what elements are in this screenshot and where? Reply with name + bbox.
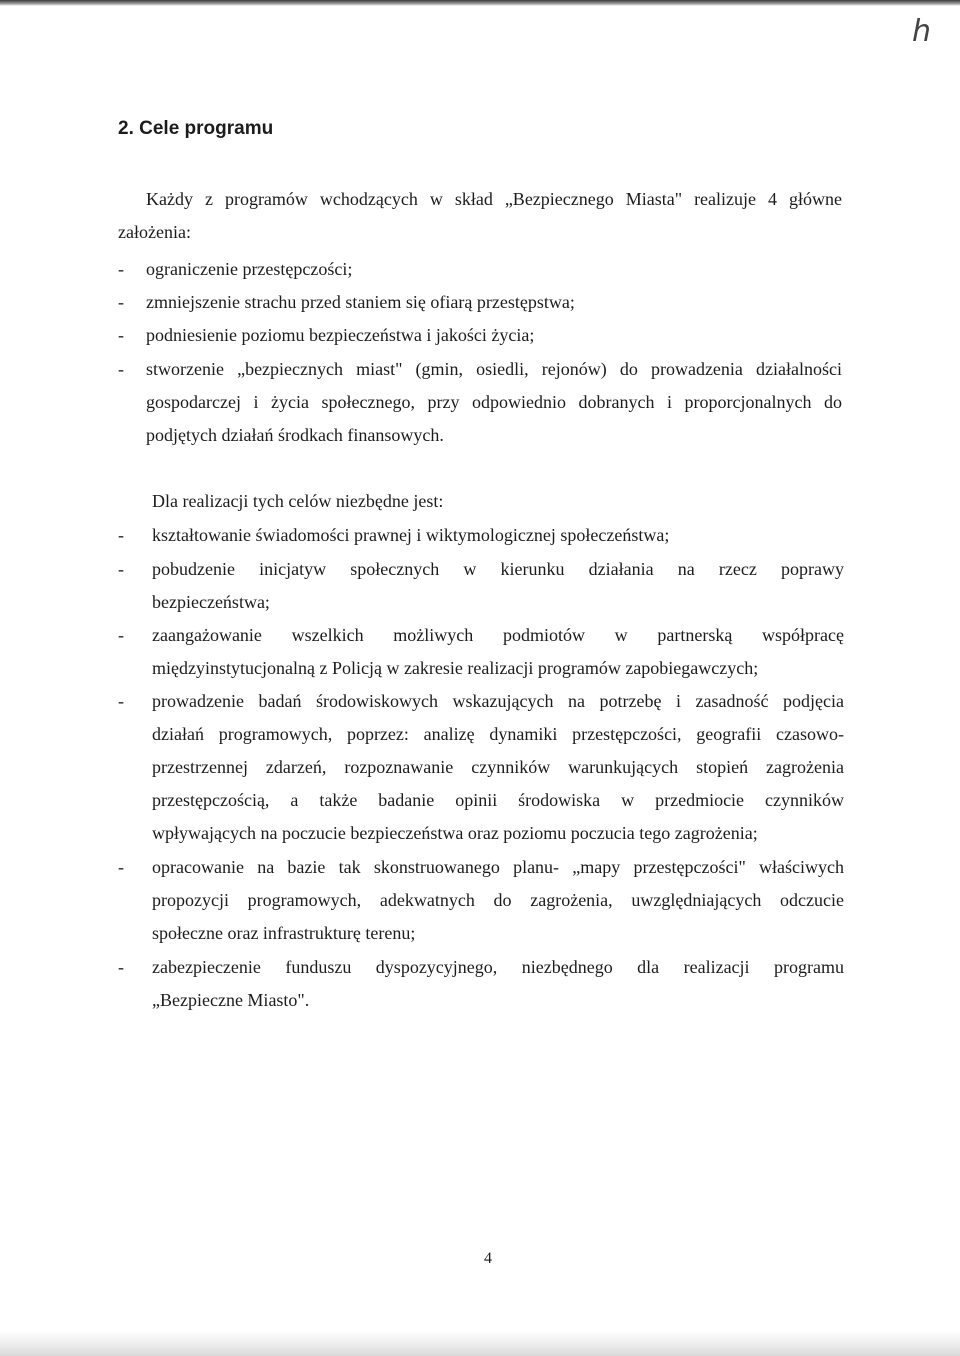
- list-dash: -: [118, 359, 124, 379]
- intro-line-2: założenia:: [118, 222, 191, 242]
- list-dash: -: [118, 525, 124, 545]
- list-dash: -: [118, 691, 124, 711]
- requirement-3-line-1: zaangażowanie wszelkich możliwych podmiotów w partnerską współpracę: [152, 625, 844, 645]
- list-dash: -: [118, 292, 124, 312]
- requirement-3-line-2: międzyinstytucjonalną z Policją w zakresie realizacji programów zapobiegawczych;: [152, 658, 759, 678]
- list-dash: -: [118, 625, 124, 645]
- requirement-6-line-2: „Bezpieczne Miasto".: [152, 990, 310, 1010]
- goal-item-1: ograniczenie przestępczości;: [146, 259, 353, 279]
- requirement-4-line-1: prowadzenie badań środowiskowych wskazujących na potrzebę i zasadność podjęcia: [152, 691, 844, 711]
- list-dash: -: [118, 325, 124, 345]
- list-dash: -: [118, 857, 124, 877]
- requirement-5-line-3: społeczne oraz infrastrukturę terenu;: [152, 923, 416, 943]
- requirement-4-line-3: przestrzennej zdarzeń, rozpoznawanie czynników warunkujących stopień zagrożenia: [152, 757, 844, 777]
- section-heading: 2. Cele programu: [118, 118, 274, 139]
- requirement-2-line-1: pobudzenie inicjatyw społecznych w kierunku działania na rzecz poprawy: [152, 559, 844, 579]
- requirements-intro: Dla realizacji tych celów niezbędne jest:: [152, 491, 444, 511]
- requirement-4-line-4: przestępczością, a także badanie opinii środowiska w przedmiocie czynników: [152, 790, 844, 810]
- requirement-6-line-1: zabezpieczenie funduszu dyspozycyjnego, niezbędnego dla realizacji programu: [152, 957, 844, 977]
- requirement-5-line-1: opracowanie na bazie tak skonstruowanego planu- „mapy przestępczości" właściwych: [152, 857, 844, 877]
- goal-item-4-line-1: stworzenie „bezpiecznych miast" (gmin, osiedli, rejonów) do prowadzenia działalności: [146, 359, 842, 379]
- list-dash: -: [118, 559, 124, 579]
- requirement-4-line-5: wpływających na poczucie bezpieczeństwa oraz poziomu poczucia tego zagrożenia;: [152, 823, 758, 843]
- list-dash: -: [118, 957, 124, 977]
- requirement-2-line-2: bezpieczeństwa;: [152, 592, 270, 612]
- scan-top-edge: [0, 0, 960, 6]
- goal-item-4-line-2: gospodarczej i życia społecznego, przy odpowiednio dobranych i proporcjonalnych do: [146, 392, 842, 412]
- intro-line-1: Każdy z programów wchodzących w skład „Bezpiecznego Miasta" realizuje 4 główne: [146, 189, 842, 209]
- requirement-4-line-2: działań programowych, poprzez: analizę dynamiki przestępczości, geografii czasowo-: [152, 724, 844, 744]
- requirement-1: kształtowanie świadomości prawnej i wiktymologicznej społeczeństwa;: [152, 525, 670, 545]
- goal-item-2: zmniejszenie strachu przed staniem się ofiarą przestępstwa;: [146, 292, 575, 312]
- list-dash: -: [118, 259, 124, 279]
- goal-item-3: podniesienie poziomu bezpieczeństwa i jakości życia;: [146, 325, 535, 345]
- page-number: 4: [484, 1250, 492, 1267]
- requirement-5-line-2: propozycji programowych, adekwatnych do zagrożenia, uwzględniających odczucie: [152, 890, 844, 910]
- scan-bottom-edge: [0, 1330, 960, 1356]
- goal-item-4-line-3: podjętych działań środkach finansowych.: [146, 425, 444, 445]
- handwritten-mark: h: [912, 14, 932, 49]
